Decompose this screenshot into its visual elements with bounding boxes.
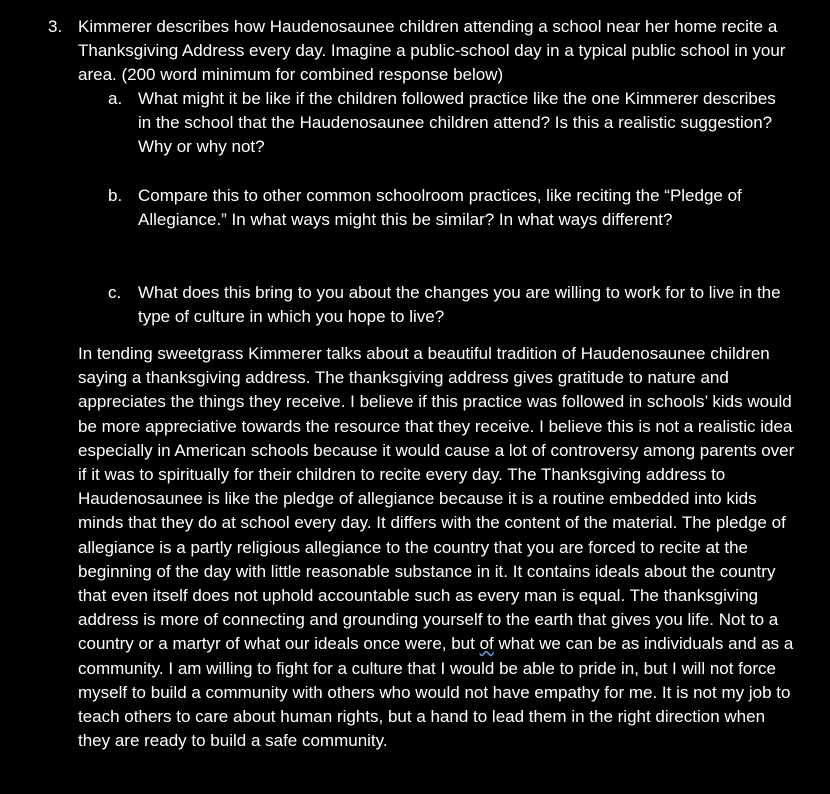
subquestion-c-text: What does this bring to you about the changes you are willing to work for to live in the type of culture in which you hope to live? (138, 283, 781, 327)
subquestion-b (108, 184, 788, 232)
subquestion-a (108, 87, 788, 160)
subquestion-c (108, 281, 788, 329)
subquestion-a-text: What might it be like if the children followed practice like the one Kimmerer describes in the school that the Haudenosaunee children attend? Is this a realistic suggestion? Why or why not? (138, 89, 776, 157)
question-number: 3. (48, 17, 63, 36)
answer-paragraph[interactable] (78, 342, 800, 753)
subquestion-c-letter: c. (108, 283, 122, 302)
subquestion-a-letter: a. (108, 89, 123, 108)
answer-text-part-1: In tending sweetgrass Kimmerer talks about a beautiful tradition of Haudenosaunee children saying a thanksgiving address. The thanksgiving address gives gratitude to nature and appreciates the things they receive. I believe if this practice was followed in schools’ kids would be more appreciative towards the resource that they receive. I believe this is not a realistic idea especially in American schools because it would cause a lot of controversy among parents over if it was to spiritually for their children to recite every day. The Thanksgiving address to Haudenosaunee is like the pledge of allegiance because it is a routine embedded into kids minds that they do at school every day. It differs with the content of the material. The pledge of allegiance is a partly religious allegiance to the country that you are forced to recite at the beginning of the day with little reasonable substance in it. It contains ideals about the country that even itself does not uphold accountable such as every man is equal. The thanksgiving address is more of connecting and grounding yourself to the earth that gives you life. Not to a country or a martyr of what our ideals once were, but (78, 344, 795, 654)
spellcheck-marked-word[interactable]: of (479, 634, 494, 654)
question-3 (48, 15, 808, 88)
answer-text-part-2: what we can be as individuals and as a community. I am willing to fight for a culture that I would be able to pride in, but I will not force myself to build a community with others who would not have empathy for me. It is not my job to teach others to care about human rights, but a hand to lead them in the right direction when they are ready to build a safe community. (78, 634, 794, 751)
question-text: Kimmerer describes how Haudenosaunee children attending a school near her home recite a Thanksgiving Address every day. Imagine a public-school day in a typical public school in your area. (200 word minimum for combined response below) (78, 17, 786, 85)
subquestion-b-text: Compare this to other common schoolroom practices, like reciting the “Pledge of Allegiance.” In what ways might this be similar? In what ways different? (138, 186, 742, 230)
subquestion-b-letter: b. (108, 186, 123, 205)
